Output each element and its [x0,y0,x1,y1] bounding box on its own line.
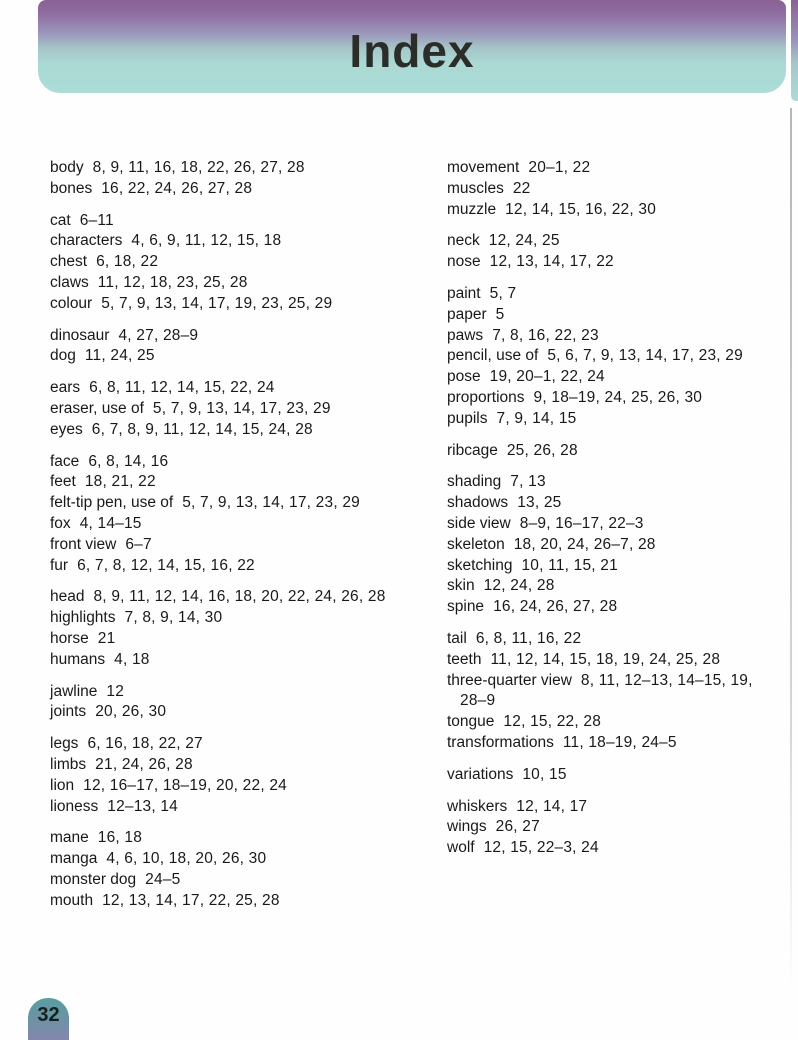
index-page-refs: 4, 6, 10, 18, 20, 26, 30 [106,850,267,868]
index-page-refs: 12, 15, 22, 28 [503,713,602,731]
index-term: mane [50,829,89,847]
index-entry [50,797,438,818]
index-group [447,765,777,786]
page-number-tab [28,998,69,1040]
index-entry [50,702,438,723]
index-group [447,472,777,618]
index-entry [50,493,438,514]
index-term: skin [447,577,475,595]
index-entry [447,576,777,597]
index-term: jawline [50,682,98,700]
index-term: muzzle [447,200,497,218]
index-entry [50,682,438,703]
index-term: manga [50,850,98,868]
index-page-refs: 4, 18 [114,650,150,668]
index-entry [50,828,438,849]
index-term: movement [447,159,520,176]
index-term: proportions [447,388,525,406]
index-page-refs: 12, 14, 15, 16, 22, 30 [505,200,657,218]
index-entry [50,452,438,473]
index-term: characters [50,232,123,250]
index-term: sketching [447,556,513,574]
index-group [50,682,438,724]
index-page-refs: 20–1, 22 [528,159,591,176]
index-term: paint [447,284,481,302]
index-page-refs: 5, 6, 7, 9, 13, 14, 17, 23, 29 [547,347,743,365]
index-group [50,158,438,200]
index-entry [447,367,777,388]
index-page-refs: 6–7 [125,535,152,553]
index-term: fox [50,514,71,532]
index-term: spine [447,598,485,616]
index-entry [50,252,438,273]
index-term: limbs [50,755,87,773]
index-term: fur [50,556,69,574]
index-page-refs: 13, 25 [517,494,562,512]
index-page-refs: 10, 15 [522,765,567,783]
index-term: tail [447,629,467,647]
index-page-refs: 7, 8, 16, 22, 23 [492,326,599,344]
index-term: dog [50,347,76,365]
index-term: bones [50,179,93,197]
index-page-refs: 6, 8, 11, 12, 14, 15, 22, 24 [89,379,275,397]
index-entry [447,797,777,818]
index-term: muscles [447,179,504,197]
index-page-refs: 12–13, 14 [107,797,179,815]
index-term: teeth [447,650,482,668]
index-term: felt-tip pen, use of [50,494,174,512]
index-page-refs: 20, 26, 30 [95,703,167,721]
index-page-refs: 6, 7, 8, 9, 11, 12, 14, 15, 24, 28 [91,420,313,438]
index-entry [50,650,438,671]
index-entry [50,273,438,294]
index-page-refs: 12, 24, 28 [483,577,555,595]
index-entry [447,493,777,514]
index-page-refs: 6, 16, 18, 22, 27 [87,735,203,753]
index-group [447,284,777,430]
index-page-refs: 16, 24, 26, 27, 28 [493,598,618,616]
index-term: feet [50,473,76,491]
index-entry [50,870,438,891]
index-entry [50,211,438,232]
index-term: skeleton [447,535,505,553]
index-page-refs: 4, 27, 28–9 [118,326,199,344]
index-page-refs: 6, 8, 14, 16 [88,452,169,470]
index-group [50,378,438,440]
index-term: variations [447,765,514,783]
index-page-refs: 16, 22, 24, 26, 27, 28 [101,179,253,197]
index-term: paper [447,305,487,323]
index-group [447,797,777,859]
index-entry [50,514,438,535]
index-term: joints [50,703,87,721]
index-term: eyes [50,420,83,438]
index-term: monster dog [50,870,137,888]
index-term: lion [50,776,75,794]
index-term: pose [447,368,481,386]
index-page-refs: 25, 26, 28 [506,441,578,459]
index-entry [447,733,777,754]
index-entry [50,734,438,755]
index-group [50,326,438,368]
index-entry [447,305,777,326]
index-term: pupils [447,409,488,427]
index-page-refs: 21, 24, 26, 28 [95,755,193,773]
index-entry [50,231,438,252]
index-page-refs: 22 [512,179,531,197]
index-page-refs: 12 [106,682,125,700]
index-term: chest [50,253,88,271]
index-entry [447,441,777,462]
index-entry [50,472,438,493]
index-entry [447,326,777,347]
index-term: shading [447,473,502,491]
index-page-refs: 12, 15, 22–3, 24 [483,839,599,857]
index-entry [50,608,438,629]
adjacent-page-edge [791,0,798,101]
index-term: side view [447,514,511,532]
index-entry [447,671,777,713]
index-entry [50,326,438,347]
index-term: dinosaur [50,326,110,344]
index-page-refs: 18, 21, 22 [84,473,156,491]
index-group [50,211,438,315]
index-page-refs: 18, 20, 24, 26–7, 28 [513,535,656,553]
index-term: highlights [50,609,116,627]
index-page-refs: 12, 14, 17 [516,797,588,815]
index-entry [447,535,777,556]
index-entry [447,650,777,671]
index-page-refs: 7, 13 [510,473,546,491]
index-entry [447,231,777,252]
index-term: cat [50,211,71,229]
index-page-refs: 8, 9, 11, 16, 18, 22, 26, 27, 28 [92,159,305,176]
index-page-refs: 12, 13, 14, 17, 22 [489,253,614,271]
index-column-left [50,158,438,923]
index-entry [447,158,777,179]
index-term: wolf [447,839,475,857]
index-page-refs: 8, 9, 11, 12, 14, 16, 18, 20, 22, 24, 26, 28 [93,588,386,606]
index-entry [447,472,777,493]
index-group [50,828,438,911]
index-entry [447,597,777,618]
index-group [447,158,777,220]
index-page-refs: 6, 7, 8, 12, 14, 15, 16, 22 [77,556,255,574]
index-page-refs: 11, 12, 18, 23, 25, 28 [97,273,248,291]
index-entry [50,346,438,367]
index-page-refs: 9, 18–19, 24, 25, 26, 30 [533,388,703,406]
index-entry [50,420,438,441]
index-group [50,587,438,670]
page-edge-line [790,108,792,988]
index-header-banner [38,0,786,93]
index-entry [447,252,777,273]
index-entry [50,755,438,776]
index-entry [447,838,777,859]
index-page-refs: 5, 7, 9, 13, 14, 17, 23, 29 [152,399,331,417]
index-page-refs: 24–5 [145,870,181,888]
index-page-refs: 5, 7, 9, 13, 14, 17, 19, 23, 25, 29 [101,294,333,312]
index-entry [447,514,777,535]
index-entry [447,346,777,367]
index-page-refs: 21 [97,629,116,647]
index-page-refs: 10, 11, 15, 21 [521,556,618,574]
index-term: lioness [50,797,99,815]
index-entry [50,378,438,399]
index-entry [50,587,438,608]
page-number: 32 [37,1004,60,1026]
index-page-refs: 5, 7 [489,284,517,302]
index-page-refs: 11, 18–19, 24–5 [562,733,677,751]
index-group [447,629,777,754]
index-page-refs: 12, 13, 14, 17, 22, 25, 28 [102,891,280,909]
index-entry [50,776,438,797]
index-term: tongue [447,713,495,731]
index-page-refs: 6, 18, 22 [96,253,159,271]
index-term: neck [447,232,480,250]
index-page-refs: 4, 6, 9, 11, 12, 15, 18 [131,232,282,250]
index-page-refs: 7, 9, 14, 15 [496,409,577,427]
index-entry [447,765,777,786]
index-entry [447,200,777,221]
index-term: legs [50,735,79,753]
index-entry [50,891,438,912]
index-page-refs: 11, 12, 14, 15, 18, 19, 24, 25, 28 [490,650,721,668]
index-page-refs: 6, 8, 11, 16, 22 [475,629,582,647]
index-term: face [50,452,80,470]
index-term: front view [50,535,117,553]
index-term: shadows [447,494,509,512]
page-title: Index [349,25,475,77]
index-group [447,441,777,462]
index-term: horse [50,629,89,647]
index-entry [50,849,438,870]
index-page-refs: 12, 24, 25 [488,232,560,250]
index-page-refs: 8–9, 16–17, 22–3 [519,514,644,532]
index-page-refs: 5 [495,305,505,323]
index-term: body [50,159,84,176]
index-term: head [50,588,85,606]
index-term: eraser, use of [50,399,144,417]
index-group [50,452,438,577]
index-page-refs: 16, 18 [97,829,143,847]
index-term: wings [447,818,487,836]
index-entry [50,179,438,200]
index-entry [447,179,777,200]
index-entry [50,399,438,420]
index-entry [447,284,777,305]
index-entry [50,158,438,179]
index-term: claws [50,273,89,291]
index-column-right [447,158,777,870]
index-page-refs: 4, 14–15 [79,514,142,532]
index-page-refs: 12, 16–17, 18–19, 20, 22, 24 [83,776,287,794]
index-entry [447,388,777,409]
index-page-refs: 8, 11, 12–13, 14–15, 19, 28–9 [460,671,753,710]
index-page-refs: 19, 20–1, 22, 24 [489,368,605,386]
index-entry [50,629,438,650]
index-page-refs: 11, 24, 25 [84,347,155,365]
index-entry [447,712,777,733]
index-group [447,231,777,273]
index-term: mouth [50,891,94,909]
index-entry [50,556,438,577]
index-term: colour [50,294,93,312]
index-group [50,734,438,817]
index-entry [447,629,777,650]
index-term: humans [50,650,106,668]
index-entry [50,535,438,556]
index-entry [447,817,777,838]
index-term: ribcage [447,441,498,459]
index-page-refs: 6–11 [79,211,114,229]
index-term: transformations [447,733,554,751]
index-term: ears [50,379,81,397]
index-page-refs: 7, 8, 9, 14, 30 [124,609,223,627]
index-entry [447,409,777,430]
index-term: whiskers [447,797,508,815]
index-term: paws [447,326,484,344]
index-page-refs: 26, 27 [495,818,540,836]
index-page-refs: 5, 7, 9, 13, 14, 17, 23, 29 [182,494,360,512]
index-entry [447,556,777,577]
index-entry [50,294,438,315]
index-term: nose [447,253,481,271]
index-term: three-quarter view [447,671,572,689]
index-term: pencil, use of [447,347,539,365]
